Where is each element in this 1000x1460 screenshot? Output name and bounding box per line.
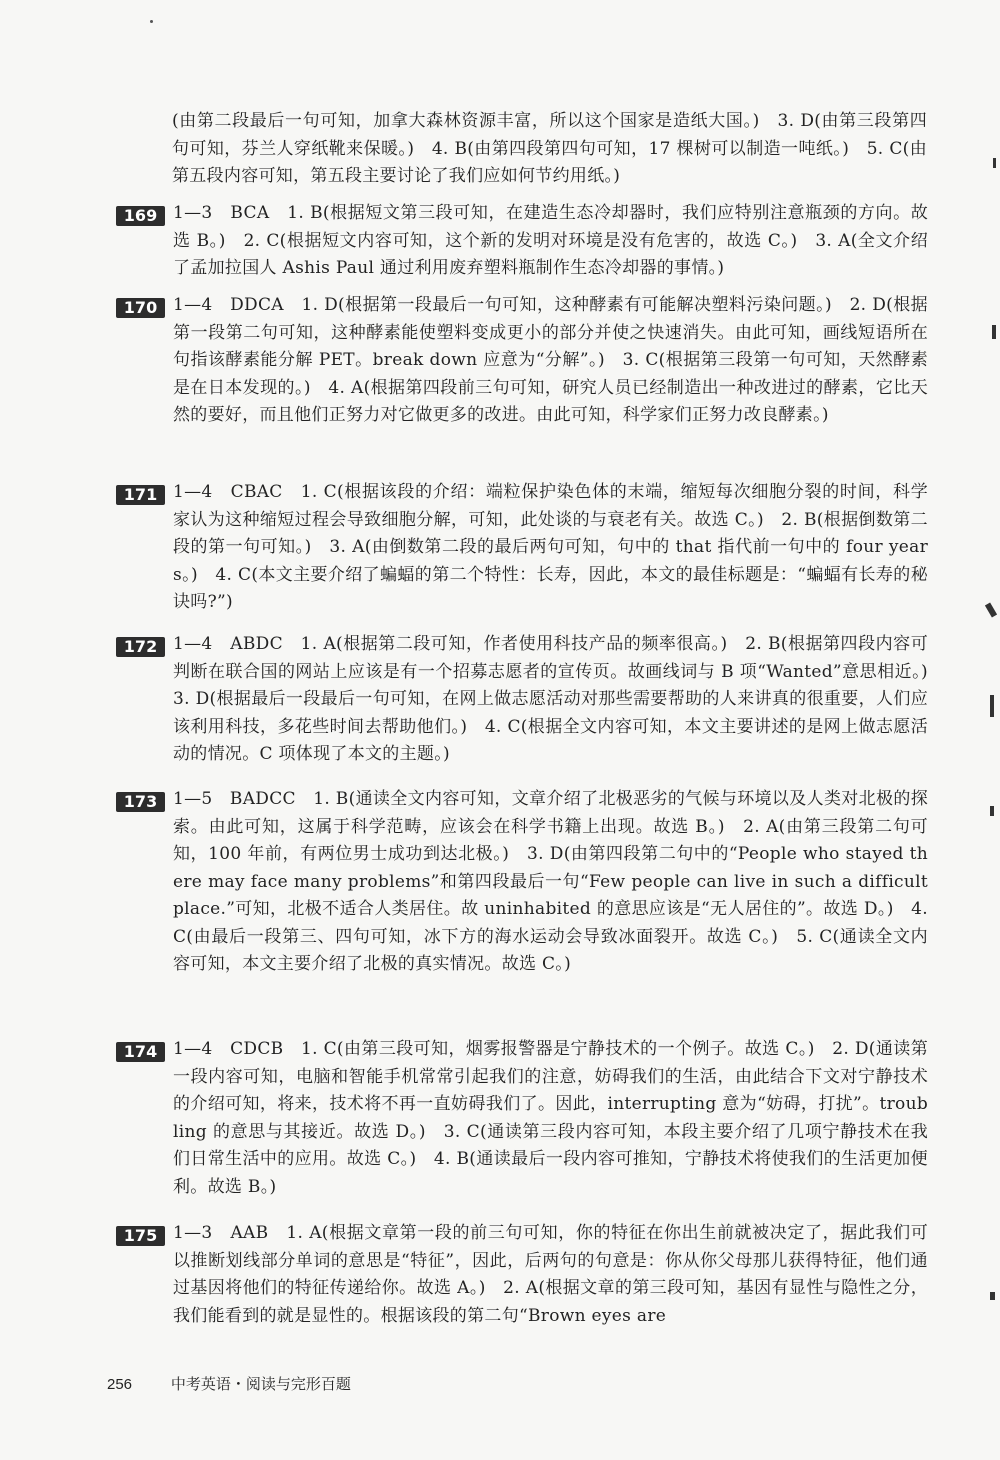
question-number-badge: 170 — [116, 298, 165, 318]
scan-mark — [992, 325, 996, 339]
scan-speck — [150, 20, 153, 23]
question-number-badge: 175 — [116, 1226, 165, 1246]
answer-paragraph: 1—4 CDCB 1. C(由第三段可知，烟雾报警器是宁静技术的一个例子。故选 C。) 2. D(通读第一段内容可知，电脑和智能手机常常引起我们的注意，妨碍我们的生活，由此结合下文对宁静技术的介绍可知，将来，技术将不再一直妨碍我们了。因此，interrupting 意为“妨碍，打扰”。troubling 的意思与其接近。故选 D。) 3. C(通读第三段内容可知，本段主要介绍了几项宁静技术在我们日常生活中的应用。故选 C。) 4. B(通读最后一段内容可推知，宁静技术将使我们的生活更加便利。故选 B。) — [173, 1039, 928, 1197]
answer-paragraph: 1—4 DDCA 1. D(根据第一段最后一句可知，这种酵素有可能解决塑料污染问题。) 2. D(根据第一段第二句可知，这种酵素能使塑料变成更小的部分并使之快速消失。由此可知，画线短语所在句指该酵素能分解 PET。break down 应意为“分解”。) 3. C(根据第三段第一句可知，天然酵素是在日本发现的。) 4. A(根据第四段前三句可知，研究人员已经制造出一种改进过的酵素，它比天然的要好，而且他们正努力对它做更多的改进。由此可知，科学家们正努力改良酵素。) — [173, 295, 928, 425]
scan-mark — [990, 1292, 995, 1300]
page-number: 256 — [107, 1376, 133, 1393]
answer-paragraph: 1—5 BADCC 1. B(通读全文内容可知，文章介绍了北极恶劣的气候与环境以及人类对北极的探索。由此可知，这属于科学范畴，应该会在科学书籍上出现。故选 B。) 2. A(由第三段第二句可知，100 年前，有两位男士成功到达北极。) 3. D(由第四段第二句中的“People who stayed there may face many problems”和第四段最后一句“Few people can live in such a difficult place.”可知，北极不适合人类居住。故 uninhabited 的意思应该是“无人居住的”。故选 D。) 4. C(由最后一段第三、四句可知，冰下方的海水运动会导致冰面裂开。故选 C。) 5. C(通读全文内容可知，本文主要介绍了北极的真实情况。故选 C。) — [173, 789, 928, 974]
question-number-badge: 169 — [116, 206, 165, 226]
book-title: 中考英语・阅读与完形百题 — [170, 1375, 351, 1393]
question-number-badge: 171 — [116, 485, 165, 505]
page-footer — [107, 1373, 351, 1394]
question-number-badge: 173 — [116, 792, 165, 812]
answer-paragraph: 1—3 AAB 1. A(根据文章第一段的前三句可知，你的特征在你出生前就被决定了，据此我们可以推断划线部分单词的意思是“特征”，因此，后两句的句意是：你从你父母那儿获得特征，他们通过基因将他们的特征传递给你。故选 A。) 2. A(根据文章的第三段可知，基因有显性与隐性之分，我们能看到的就是显性的。根据该段的第二句“Brown eyes are — [173, 1223, 928, 1326]
answer-paragraph: 1—4 ABDC 1. A(根据第二段可知，作者使用科技产品的频率很高。) 2. B(根据第四段内容可判断在联合国的网站上应该是有一个招募志愿者的宣传页。故画线词与 B 项“Wanted”意思相近。) 3. D(根据最后一段最后一句可知，在网上做志愿活动对那些需要帮助的人来讲真的很重要，人们应该利用科技，多花些时间去帮助他们。) 4. C(根据全文内容可知，本文主要讲述的是网上做志愿活动的情况。C 项体现了本文的主题。) — [173, 634, 946, 764]
answer-paragraph: 1—3 BCA 1. B(根据短文第三段可知，在建造生态冷却器时，我们应特别注意瓶颈的方向。故选 B。) 2. C(根据短文内容可知，这个新的发明对环境是没有危害的，故选 C。) 3. A(全文介绍了孟加拉国人 Ashis Paul 通过利用废弃塑料瓶制作生态冷却器的事情。) — [173, 203, 928, 278]
scan-mark — [990, 806, 994, 816]
question-number-badge: 174 — [116, 1042, 165, 1062]
scan-mark — [985, 602, 997, 617]
question-number-badge: 172 — [116, 637, 165, 657]
answer-paragraph-continued: (由第二段最后一句可知，加拿大森林资源丰富，所以这个国家是造纸大国。) 3. D(由第三段第四句可知，芬兰人穿纸靴来保暖。) 4. B(由第四段第四句可知，17 棵树可以制造一吨纸。) 5. C(由第五段内容可知，第五段主要讨论了我们应如何节约用纸。) — [172, 111, 927, 186]
answer-paragraph: 1—4 CBAC 1. C(根据该段的介绍：端粒保护染色体的末端，缩短每次细胞分裂的时间，科学家认为这种缩短过程会导致细胞分解，可知，此处谈的与衰老有关。故选 C。) 2. B(根据倒数第二段的第一句可知。) 3. A(由倒数第二段的最后两句可知，句中的 that 指代前一句中的 four years。) 4. C(本文主要介绍了蝙蝠的第二个特性：长寿，因此，本文的最佳标题是：“蝙蝠有长寿的秘诀吗?”) — [173, 482, 928, 612]
scan-mark — [993, 158, 996, 168]
scan-mark — [990, 695, 994, 717]
